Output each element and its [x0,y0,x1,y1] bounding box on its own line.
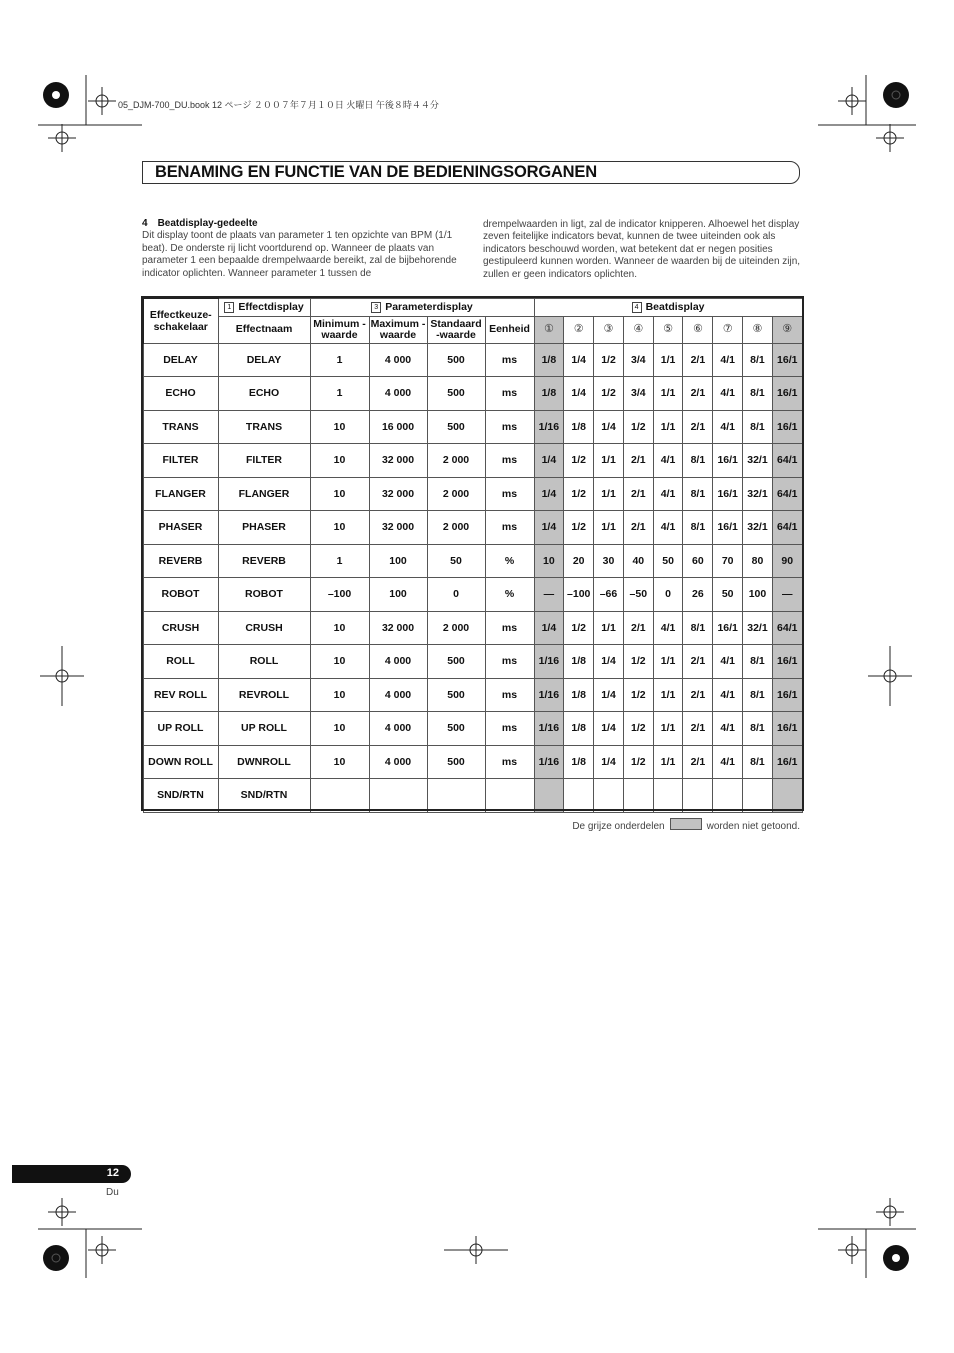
table-row [143,377,802,411]
cell-beat: 1/4 [534,611,564,645]
cell-beat: 8/1 [743,712,773,746]
cell-name: ECHO [218,377,310,411]
cell-min: 1 [310,544,369,578]
cell-beat: 8/1 [683,477,713,511]
cell-beat: 2/1 [683,377,713,411]
cell-unit: ms [485,678,534,712]
cell-beat: 8/1 [743,343,773,377]
cell-min: 1 [310,377,369,411]
cell-beat: 1/4 [594,745,624,779]
beat-position-2: ② [564,316,594,343]
cell-beat: 1/2 [623,745,653,779]
cell-beat: 4/1 [653,444,683,478]
cell-beat: 8/1 [743,645,773,679]
cell-beat: 2/1 [683,410,713,444]
cell-min: 10 [310,745,369,779]
cell-sel: DELAY [143,343,218,377]
cell-beat: 0 [653,578,683,612]
table-row [143,444,802,478]
cell-max: 4 000 [369,745,427,779]
cell-beat: 16/1 [713,511,743,545]
cell-beat: 4/1 [653,477,683,511]
table-row [143,544,802,578]
cell-beat: 26 [683,578,713,612]
header-std: Standaard -waarde [427,316,485,343]
cell-beat: 50 [713,578,743,612]
cell-beat: 80 [743,544,773,578]
cell-std: 50 [427,544,485,578]
legend-text-before: De grijze onderdelen [572,821,665,832]
cell-beat: 8/1 [743,678,773,712]
cell-max: 32 000 [369,477,427,511]
cell-beat [534,779,564,813]
cell-sel: REVERB [143,544,218,578]
table-row [143,745,802,779]
cell-beat: 2/1 [683,712,713,746]
cell-max: 32 000 [369,511,427,545]
header-min: Minimum -waarde [310,316,369,343]
grey-swatch [670,818,702,830]
language-code: Du [106,1187,119,1198]
cell-max: 4 000 [369,712,427,746]
cell-sel: ECHO [143,377,218,411]
cell-std: 500 [427,410,485,444]
cell-beat: 1/1 [653,712,683,746]
cell-unit: ms [485,477,534,511]
cell-min: 10 [310,712,369,746]
header-beatdisplay: 4 Beatdisplay [534,298,802,316]
header-effectname: Effectnaam [218,316,310,343]
legend [572,818,800,832]
cell-beat: 1/2 [564,477,594,511]
cell-beat: 1/1 [594,477,624,511]
cell-unit: ms [485,645,534,679]
cell-min: 10 [310,410,369,444]
cell-beat [713,779,743,813]
cell-beat: 4/1 [713,678,743,712]
cell-name: ROLL [218,645,310,679]
cell-sel: FILTER [143,444,218,478]
cell-beat: 2/1 [623,477,653,511]
cell-min: 10 [310,611,369,645]
cell-name: DWNROLL [218,745,310,779]
cell-std: 500 [427,377,485,411]
cell-beat: 4/1 [713,377,743,411]
cell-max: 4 000 [369,645,427,679]
cell-beat: 1/4 [534,511,564,545]
cell-beat: 10 [534,544,564,578]
cell-unit: ms [485,611,534,645]
cell-beat [594,779,624,813]
cell-std: 500 [427,645,485,679]
cell-beat: 2/1 [683,678,713,712]
cell-min: 10 [310,645,369,679]
cell-sel: TRANS [143,410,218,444]
cell-beat: 16/1 [772,745,802,779]
beat-position-9: ⑨ [772,316,802,343]
cell-beat: 64/1 [772,611,802,645]
cell-beat: 16/1 [772,343,802,377]
cell-sel: UP ROLL [143,712,218,746]
cell-beat: 1/2 [623,410,653,444]
cell-beat: 90 [772,544,802,578]
cell-beat: 1/2 [594,343,624,377]
cell-min [310,779,369,813]
cell-beat: 1/2 [564,611,594,645]
cell-unit: ms [485,410,534,444]
cell-beat: 16/1 [713,611,743,645]
beat-position-4: ④ [623,316,653,343]
cell-beat: 3/4 [623,377,653,411]
cell-beat: 1/16 [534,712,564,746]
cell-sel: DOWN ROLL [143,745,218,779]
cell-beat [772,779,802,813]
cell-beat: 4/1 [713,410,743,444]
page-title-bar [142,161,800,184]
cell-min: 10 [310,477,369,511]
cell-max: 4 000 [369,377,427,411]
cell-std [427,779,485,813]
cell-beat: 1/16 [534,678,564,712]
header-max: Maximum -waarde [369,316,427,343]
cell-beat: 30 [594,544,624,578]
cell-beat: 2/1 [683,343,713,377]
cell-beat: 20 [564,544,594,578]
table-row [143,779,802,813]
cell-beat: 1/8 [564,410,594,444]
cell-sel: SND/RTN [143,779,218,813]
beat-position-1: ① [534,316,564,343]
cell-beat: 32/1 [743,444,773,478]
cell-beat: 8/1 [683,611,713,645]
beat-position-7: ⑦ [713,316,743,343]
cell-beat: 8/1 [683,444,713,478]
cell-beat: 1/2 [594,377,624,411]
cell-beat: 16/1 [713,477,743,511]
table-row [143,712,802,746]
header-selector: Effectkeuze-schakelaar [143,298,218,343]
cell-beat: 2/1 [623,611,653,645]
cell-beat: 1/4 [594,678,624,712]
cell-beat: 70 [713,544,743,578]
cell-max [369,779,427,813]
cell-std: 0 [427,578,485,612]
cell-beat: 1/4 [534,477,564,511]
cell-sel: PHASER [143,511,218,545]
effects-table [142,297,803,813]
cell-beat: 1/4 [594,645,624,679]
cell-max: 100 [369,578,427,612]
header-effectdisplay: 1 Effectdisplay [218,298,310,316]
cell-beat: 1/4 [564,343,594,377]
cell-unit: ms [485,712,534,746]
cell-beat: 3/4 [623,343,653,377]
cell-unit: % [485,544,534,578]
cell-unit: ms [485,377,534,411]
cell-beat: 1/4 [594,712,624,746]
cell-beat: 16/1 [772,410,802,444]
cell-beat: 64/1 [772,444,802,478]
cell-unit: % [485,578,534,612]
cell-beat: 2/1 [683,645,713,679]
cell-beat: 4/1 [713,343,743,377]
cell-beat: 1/1 [653,645,683,679]
cell-name: REVROLL [218,678,310,712]
cell-sel: ROLL [143,645,218,679]
cell-beat: 16/1 [772,678,802,712]
table-row [143,477,802,511]
table-row [143,645,802,679]
cell-min: 10 [310,444,369,478]
cell-beat: 8/1 [743,745,773,779]
cell-beat: — [534,578,564,612]
cell-beat: 1/1 [653,745,683,779]
cell-std: 2 000 [427,477,485,511]
page-number-tab [12,1165,131,1183]
cell-beat: 1/8 [534,343,564,377]
cell-std: 500 [427,712,485,746]
cell-unit: ms [485,745,534,779]
cell-max: 4 000 [369,343,427,377]
cell-max: 100 [369,544,427,578]
cell-beat: 4/1 [713,745,743,779]
cell-beat: 1/2 [623,712,653,746]
cell-min: 1 [310,343,369,377]
cell-beat: 2/1 [623,444,653,478]
section-text-left: Dit display toont de plaats van parameter 1 ten opzichte van BPM (1/1 beat). De onderste rij licht voortdurend op. Wanneer de plaats van parameter 1 een bepaalde drempelwaarde bereikt, zal de bijbehorende indicator oplichten. Wanneer parameter 1 tussen de [142,230,457,279]
cell-beat: 4/1 [653,511,683,545]
cell-beat: 16/1 [772,712,802,746]
cell-beat: 1/8 [564,745,594,779]
cell-name: REVERB [218,544,310,578]
cell-beat: 1/1 [653,377,683,411]
cell-beat: 16/1 [713,444,743,478]
table-row [143,678,802,712]
cell-sel: ROBOT [143,578,218,612]
cell-beat: 1/2 [623,645,653,679]
cell-unit: ms [485,444,534,478]
page-number: 12 [106,1167,119,1179]
beat-position-3: ③ [594,316,624,343]
section-text-right: drempelwaarden in ligt, zal de indicator knipperen. Alhoewel het display zeven feitelijke indicators bevat, kunnen de twee uiteinden ook als indicators beschouwd worden, wat betekent dat er negen posities gestipuleerd kunnen worden. Wanneer de waarden bij de uiteinden zijn, zullen er geen indicators oplichten. [483,219,801,280]
beat-position-5: ⑤ [653,316,683,343]
cell-beat: 32/1 [743,611,773,645]
cell-beat: 64/1 [772,477,802,511]
cell-beat: 1/1 [653,678,683,712]
cell-beat: 2/1 [623,511,653,545]
text-column-left [142,218,462,280]
cell-name: PHASER [218,511,310,545]
cell-beat: 100 [743,578,773,612]
table-subheader-row [143,316,802,343]
cell-std: 500 [427,343,485,377]
cell-name: FILTER [218,444,310,478]
cell-beat: 32/1 [743,511,773,545]
legend-text-after: worden niet getoond. [706,821,800,832]
cell-beat: 1/8 [564,645,594,679]
cell-beat: 1/16 [534,645,564,679]
cell-beat: 8/1 [683,511,713,545]
cell-name: TRANS [218,410,310,444]
cell-beat: –50 [623,578,653,612]
cell-name: SND/RTN [218,779,310,813]
beat-position-8: ⑧ [743,316,773,343]
table-row [143,511,802,545]
cell-max: 4 000 [369,678,427,712]
cell-beat: 50 [653,544,683,578]
table-row [143,410,802,444]
cell-beat: 32/1 [743,477,773,511]
cell-beat: 64/1 [772,511,802,545]
cell-max: 32 000 [369,444,427,478]
cell-beat: 1/1 [653,343,683,377]
cell-beat: 1/1 [594,444,624,478]
cell-name: ROBOT [218,578,310,612]
table-row [143,611,802,645]
cell-beat [564,779,594,813]
cell-beat: 4/1 [713,712,743,746]
cell-beat: 1/8 [564,712,594,746]
cell-sel: REV ROLL [143,678,218,712]
section-heading [142,218,462,230]
cell-beat: 1/4 [564,377,594,411]
cell-min: 10 [310,511,369,545]
table-header-row [143,298,802,316]
cell-min: 10 [310,678,369,712]
cell-unit: ms [485,511,534,545]
cell-beat [653,779,683,813]
cell-name: CRUSH [218,611,310,645]
cell-beat: 60 [683,544,713,578]
cell-min: –100 [310,578,369,612]
cell-max: 32 000 [369,611,427,645]
page-title: BENAMING EN FUNCTIE VAN DE BEDIENINGSORGANEN [155,163,597,181]
cell-beat: — [772,578,802,612]
cell-beat: 1/8 [564,678,594,712]
beat-position-6: ⑥ [683,316,713,343]
cell-std: 2 000 [427,444,485,478]
cell-beat: 8/1 [743,377,773,411]
cell-beat [743,779,773,813]
cell-beat: 1/2 [623,678,653,712]
cell-beat: 1/16 [534,410,564,444]
cell-sel: CRUSH [143,611,218,645]
header-parameterdisplay: 3 Parameterdisplay [310,298,534,316]
cell-beat: 1/4 [594,410,624,444]
file-header: 05_DJM-700_DU.book 12 ページ ２００７年７月１０日 火曜日 午後８時４４分 [118,100,439,110]
cell-max: 16 000 [369,410,427,444]
table-row [143,343,802,377]
cell-beat: 1/2 [564,444,594,478]
cell-beat: 4/1 [713,645,743,679]
cell-beat: 1/1 [594,611,624,645]
cell-unit [485,779,534,813]
cell-std: 2 000 [427,511,485,545]
table-row [143,578,802,612]
cell-sel: FLANGER [143,477,218,511]
cell-beat: 4/1 [653,611,683,645]
section-title: Beatdisplay-gedeelte [157,218,258,229]
cell-beat: 1/1 [653,410,683,444]
cell-name: FLANGER [218,477,310,511]
cell-beat: 40 [623,544,653,578]
cell-std: 500 [427,745,485,779]
cell-beat: 8/1 [743,410,773,444]
cell-beat: –100 [564,578,594,612]
cell-std: 500 [427,678,485,712]
section-number: 4 [142,218,148,229]
cell-beat: 1/2 [564,511,594,545]
cell-std: 2 000 [427,611,485,645]
cell-beat [623,779,653,813]
cell-beat: 1/16 [534,745,564,779]
cell-beat: 16/1 [772,645,802,679]
cell-beat: 16/1 [772,377,802,411]
cell-beat: 1/1 [594,511,624,545]
cell-name: DELAY [218,343,310,377]
cell-beat: 2/1 [683,745,713,779]
cell-unit: ms [485,343,534,377]
header-unit: Eenheid [485,316,534,343]
cell-beat: 1/8 [534,377,564,411]
cell-beat: 1/4 [534,444,564,478]
cell-beat: –66 [594,578,624,612]
cell-beat [683,779,713,813]
cell-name: UP ROLL [218,712,310,746]
